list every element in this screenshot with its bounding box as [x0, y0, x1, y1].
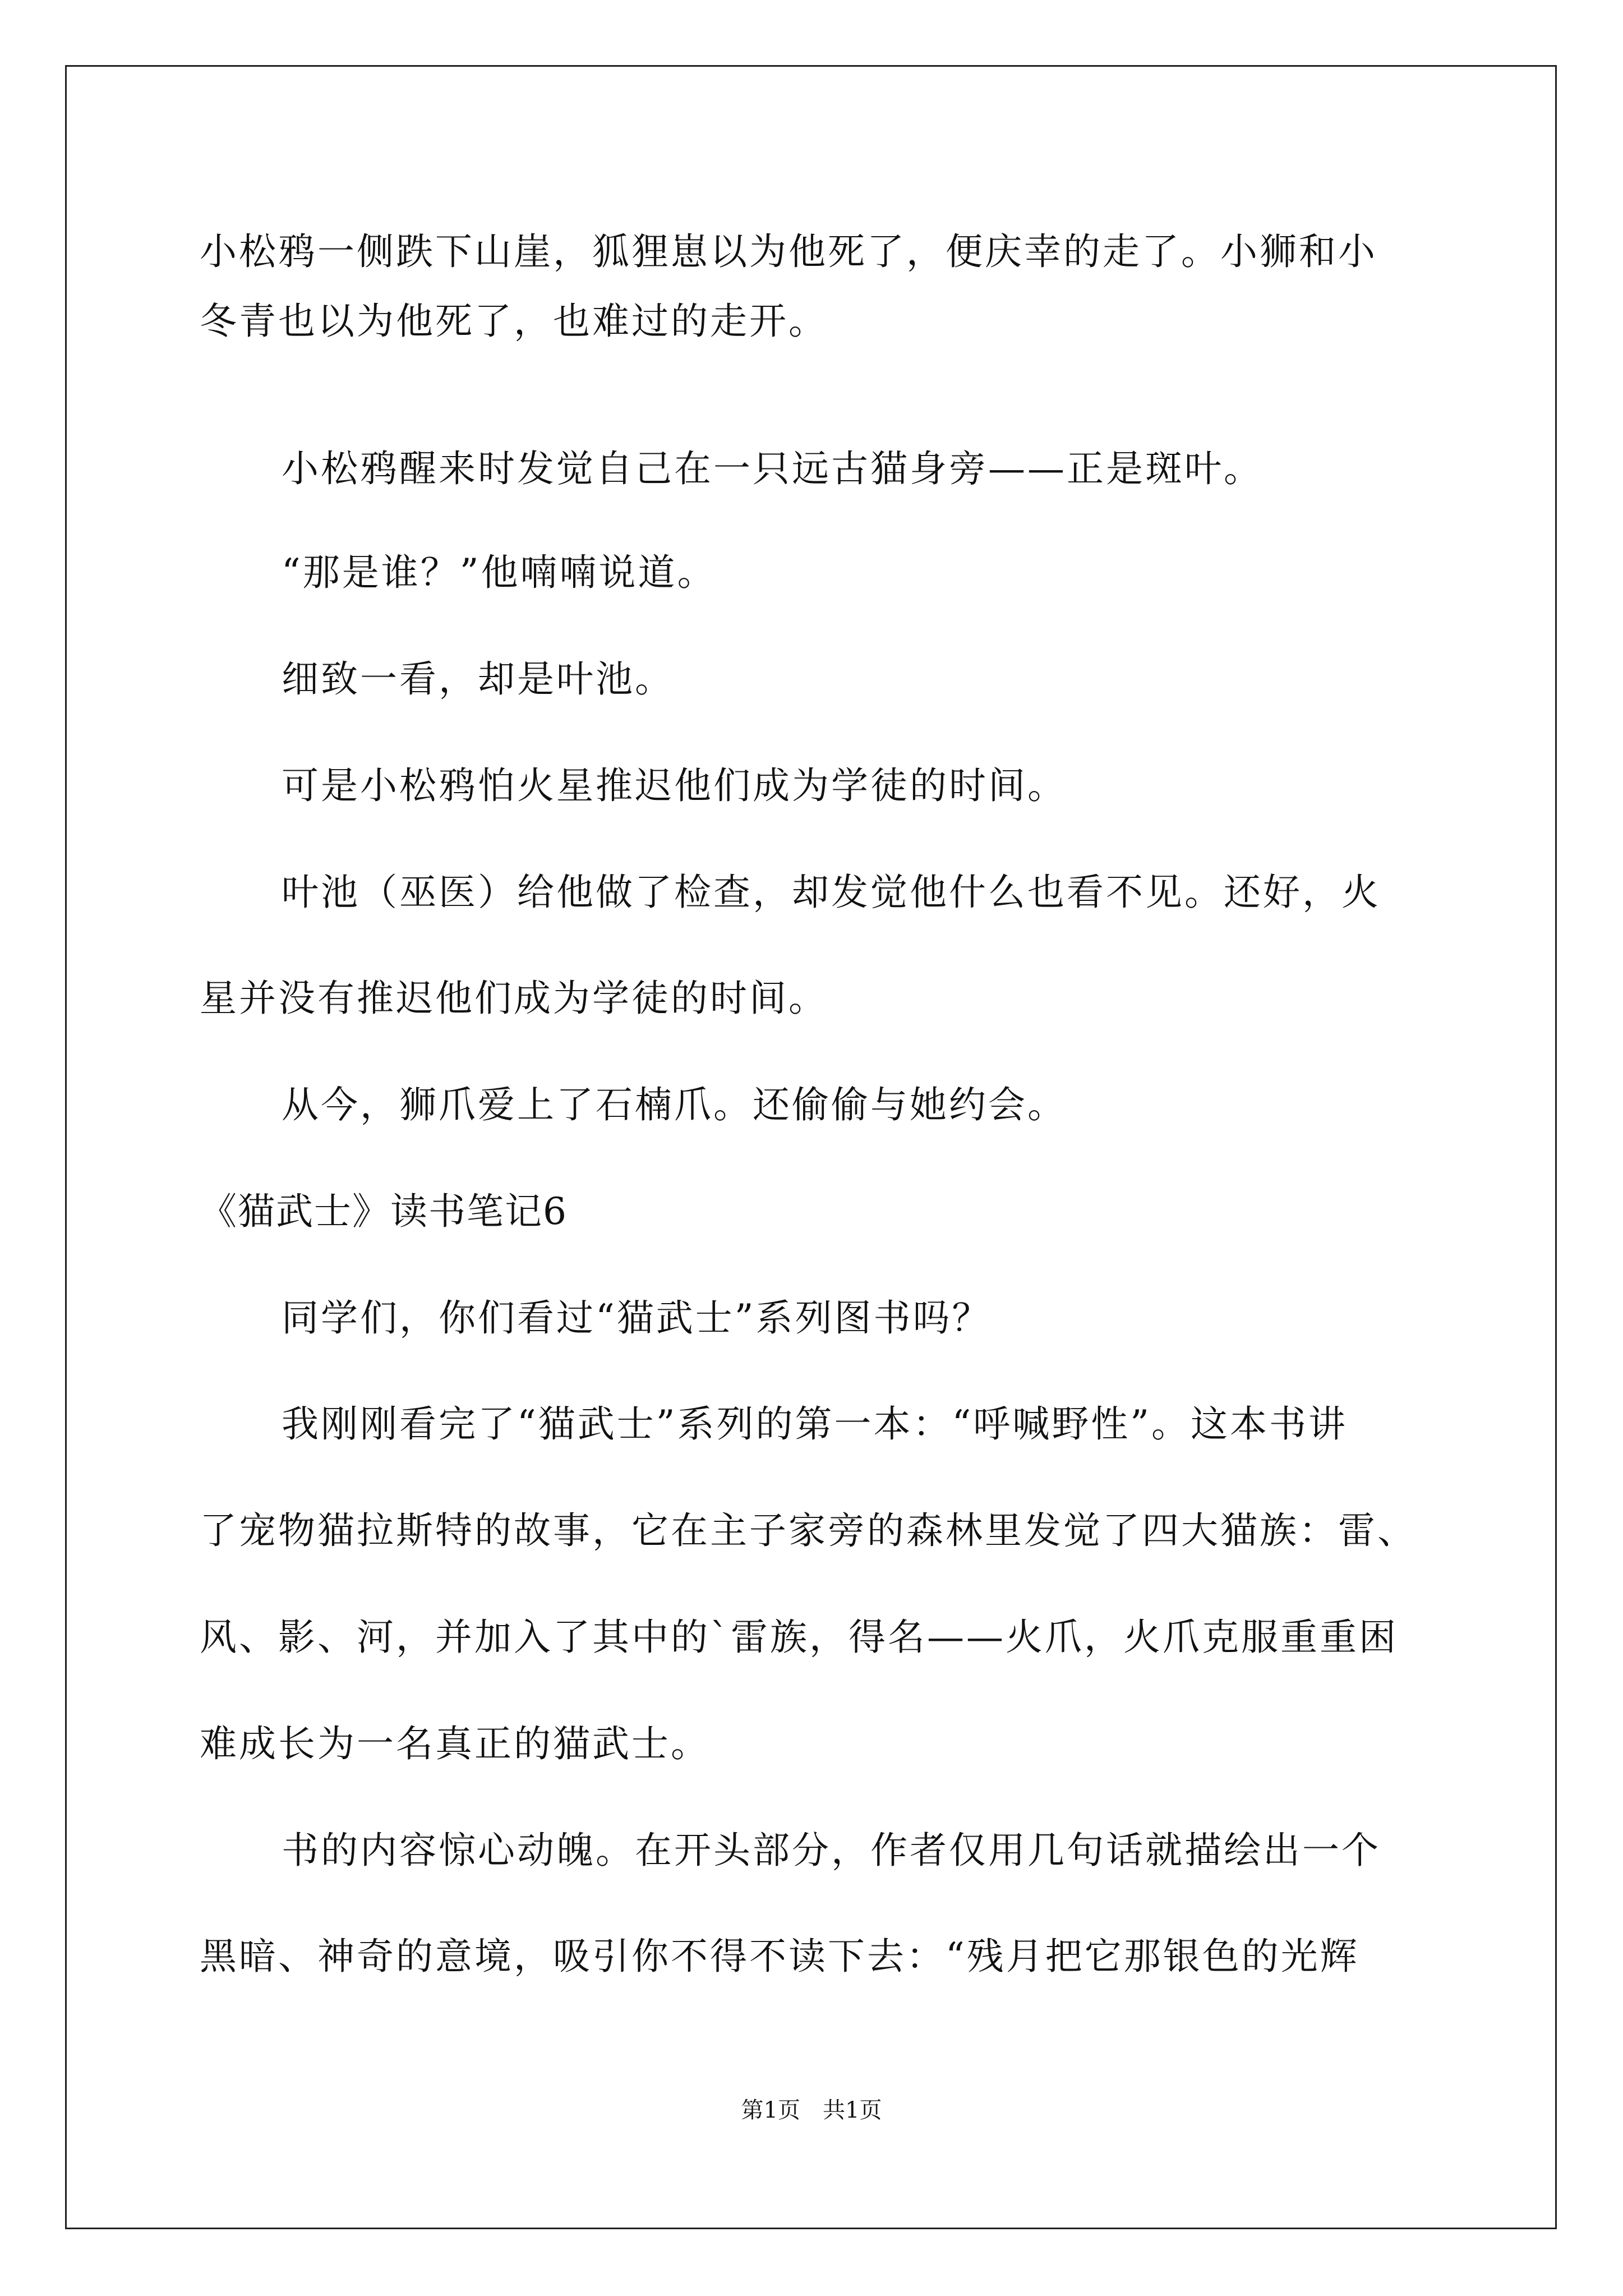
text-line: 从今，狮爪爱上了石楠爪。还偷偷与她约会。 — [282, 1083, 1067, 1126]
text-line: 难成长为一名真正的猫武士。 — [200, 1722, 710, 1765]
text-line: 小松鸦一侧跌下山崖，狐狸崽以为他死了，便庆幸的走了。小狮和小 — [200, 230, 1377, 273]
text-line: “那是谁？”他喃喃说道。 — [282, 551, 717, 594]
text-line: 细致一看，却是叶池。 — [282, 657, 674, 701]
text-line: 冬青也以为他死了，也难过的走开。 — [200, 300, 828, 343]
text-line: 叶池（巫医）给他做了检查，却发觉他什么也看不见。还好，火 — [282, 871, 1381, 914]
section-heading: 《猫武士》读书笔记6 — [200, 1190, 568, 1233]
text-line: 星并没有推迟他们成为学徒的时间。 — [200, 977, 828, 1020]
text-line: 同学们，你们看过“猫武士”系列图书吗？ — [282, 1296, 992, 1340]
text-line: 小松鸦醒来时发觉自己在一只远古猫身旁——正是斑叶。 — [282, 447, 1263, 490]
page-footer — [0, 2099, 1623, 2122]
text-line: 书的内容惊心动魄。在开头部分，作者仅用几句话就描绘出一个 — [282, 1829, 1381, 1872]
text-line: 了宠物猫拉斯特的故事，它在主子家旁的森林里发觉了四大猫族：雷、 — [200, 1509, 1417, 1552]
text-line: 可是小松鸦怕火星推迟他们成为学徒的时间。 — [282, 764, 1067, 807]
page-border — [65, 65, 1557, 2229]
page-number: 第1页 — [741, 2097, 800, 2123]
text-line: 黑暗、神奇的意境，吸引你不得不读下去：“残月把它那银色的光辉 — [200, 1935, 1359, 1978]
page-total: 共1页 — [823, 2097, 882, 2123]
text-line: 风、影、河，并加入了其中的`雷族，得名——火爪，火爪克服重重困 — [200, 1616, 1398, 1659]
text-line: 我刚刚看完了“猫武士”系列的第一本：“呼喊野性”。这本书讲 — [282, 1402, 1348, 1446]
